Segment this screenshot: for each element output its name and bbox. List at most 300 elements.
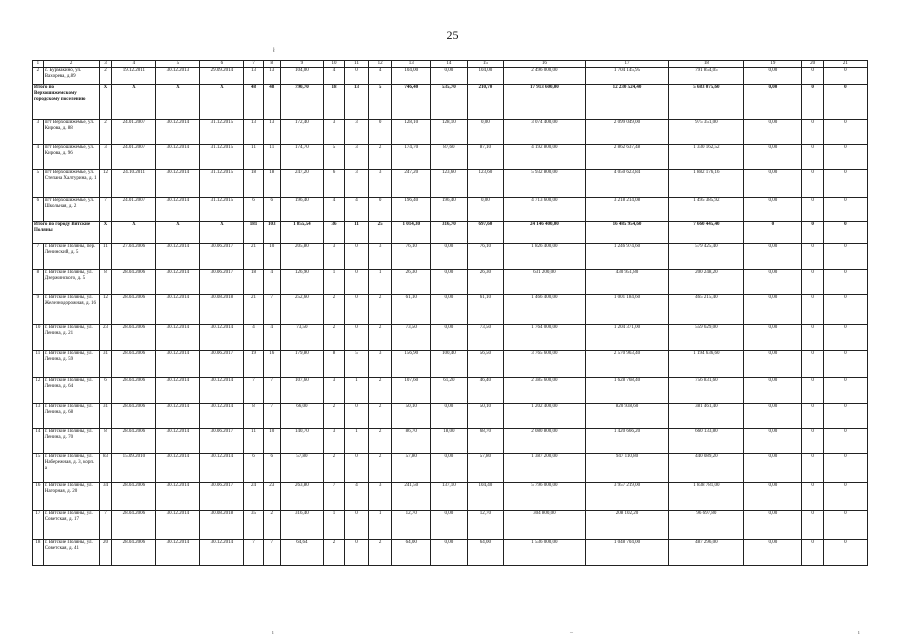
table-cell: 13 bbox=[244, 120, 263, 145]
table-cell: 3 bbox=[368, 170, 392, 198]
table-cell: 36 bbox=[323, 222, 344, 244]
table-cell: 1 048 704,00 bbox=[585, 540, 669, 566]
table-cell: 0 bbox=[802, 68, 823, 85]
table-cell: 87,60 bbox=[431, 145, 467, 170]
table-cell: 1 bbox=[368, 511, 392, 540]
table-cell: 24.01.2007 bbox=[112, 120, 156, 145]
table-cell: 18 bbox=[244, 270, 263, 295]
table-cell: 0,00 bbox=[744, 295, 802, 325]
table-cell: 31.12.2015 bbox=[200, 120, 244, 145]
address-cell: г. Вятские Поляны, ул. Ленина, д. 21 bbox=[43, 325, 99, 351]
table-cell: 1 330 162,52 bbox=[669, 145, 744, 170]
table-cell: 1 bbox=[345, 378, 369, 404]
table-cell: 61,10 bbox=[467, 295, 503, 325]
table-cell: 30.12.2014 bbox=[156, 540, 200, 566]
table-cell: 83 bbox=[99, 454, 112, 483]
address-cell: г. Вятские Поляны, ул. Дзержинского, д. 5 bbox=[43, 270, 99, 295]
table-cell: 104,00 bbox=[467, 68, 503, 85]
table-row bbox=[33, 244, 868, 270]
column-number: 6 bbox=[200, 61, 244, 68]
table-cell: 205,80 bbox=[280, 244, 323, 270]
table-cell: 30.12.2014 bbox=[156, 454, 200, 483]
column-number: 10 bbox=[323, 61, 344, 68]
table-cell: 0,00 bbox=[744, 325, 802, 351]
table-cell: 2 080 800,00 bbox=[504, 429, 586, 454]
table-cell: 2 bbox=[323, 295, 344, 325]
column-number: 19 bbox=[744, 61, 802, 68]
table-cell: 0,00 bbox=[744, 404, 802, 429]
table-cell: 3 bbox=[99, 145, 112, 170]
table-cell: 1 014,30 bbox=[392, 222, 431, 244]
table-cell: 23 bbox=[263, 483, 280, 511]
table-cell: 50,10 bbox=[392, 404, 431, 429]
table-cell: 0 bbox=[802, 429, 823, 454]
column-number: 11 bbox=[345, 61, 369, 68]
table-cell: 6 bbox=[263, 454, 280, 483]
table-cell: 30.06.2017 bbox=[200, 429, 244, 454]
table-cell: 76,10 bbox=[392, 244, 431, 270]
scan-mark: ı bbox=[272, 630, 274, 636]
table-cell: 9 bbox=[33, 295, 44, 325]
table-cell: 12,70 bbox=[467, 511, 503, 540]
table-cell: 30.12.2014 bbox=[156, 198, 200, 222]
table-cell: 13 bbox=[263, 68, 280, 85]
table-cell: 0 bbox=[345, 325, 369, 351]
table-cell: 30.12.2014 bbox=[156, 351, 200, 378]
table-cell: 104,40 bbox=[467, 483, 503, 511]
table-cell: 241,50 bbox=[392, 483, 431, 511]
table-cell: 86,70 bbox=[392, 429, 431, 454]
table-cell: 1 628 768,40 bbox=[585, 378, 669, 404]
table-cell: 252,60 bbox=[280, 295, 323, 325]
table-cell: 0 bbox=[802, 325, 823, 351]
table-cell: 87,10 bbox=[467, 145, 503, 170]
table-cell: 1 466 400,00 bbox=[504, 295, 586, 325]
table-cell: 31.12.2015 bbox=[200, 170, 244, 198]
table-cell: 15.09.2010 bbox=[112, 454, 156, 483]
table-cell: 430 951,80 bbox=[585, 270, 669, 295]
table-cell: 24.01.2007 bbox=[112, 198, 156, 222]
table-cell: 30.12.2014 bbox=[156, 325, 200, 351]
table-cell: 28.04.2006 bbox=[112, 378, 156, 404]
page-number: 25 bbox=[446, 28, 459, 42]
table-cell: 2 bbox=[33, 68, 44, 85]
table-cell: 0 bbox=[345, 68, 369, 85]
table-cell: 29.09.2014 bbox=[200, 68, 244, 85]
table-cell: 13 bbox=[263, 120, 280, 145]
table-cell: 0 bbox=[823, 170, 867, 198]
table-cell: 7 bbox=[244, 540, 263, 566]
table-cell: 0 bbox=[823, 429, 867, 454]
address-cell: г. Вятские Поляны, ул. Ленина, д. 68 bbox=[43, 404, 99, 429]
table-cell: 0,00 bbox=[467, 198, 503, 222]
table-cell: 4 bbox=[263, 270, 280, 295]
table-cell: 181 bbox=[244, 222, 263, 244]
table-cell: 4 bbox=[345, 198, 369, 222]
table-cell: 2 bbox=[323, 404, 344, 429]
table-cell: 4 bbox=[323, 198, 344, 222]
table-cell: 7 bbox=[244, 378, 263, 404]
table-cell: 0 bbox=[744, 222, 802, 244]
column-number: 17 bbox=[585, 61, 669, 68]
table-cell: 76,10 bbox=[467, 244, 503, 270]
table-cell: 2 862 637,48 bbox=[585, 145, 669, 170]
table-cell: 3 bbox=[368, 351, 392, 378]
table-cell: 19 bbox=[244, 351, 263, 378]
address-cell: г. Вятские Поляны, ул. Советская, д. 17 bbox=[43, 511, 99, 540]
table-cell: 48 bbox=[263, 85, 280, 120]
table-cell: 123,60 bbox=[431, 170, 467, 198]
table-cell: 57,80 bbox=[392, 454, 431, 483]
column-number: 5 bbox=[156, 61, 200, 68]
table-cell: 0 bbox=[802, 454, 823, 483]
table-cell: 30.06.2017 bbox=[200, 483, 244, 511]
table-cell: 0 bbox=[823, 378, 867, 404]
table-cell: 6 bbox=[244, 198, 263, 222]
table-cell: 0,00 bbox=[744, 378, 802, 404]
table-cell: 21 bbox=[244, 244, 263, 270]
table-cell: 123,60 bbox=[467, 170, 503, 198]
address-cell: г. Вятские Поляны, ул. Ленина, д. 64 bbox=[43, 378, 99, 404]
scan-mark: ł bbox=[273, 48, 275, 54]
table-cell: 1 001 184,60 bbox=[585, 295, 669, 325]
table-cell: 0 bbox=[802, 198, 823, 222]
table-cell: 263,80 bbox=[280, 483, 323, 511]
table-cell: 24 146 400,00 bbox=[504, 222, 586, 244]
table-cell: 1 882 176,16 bbox=[669, 170, 744, 198]
table-cell: 5 bbox=[323, 145, 344, 170]
table-cell: 11 bbox=[33, 351, 44, 378]
table-cell: 0 bbox=[345, 295, 369, 325]
table-cell: 0,00 bbox=[744, 68, 802, 85]
table-cell: 0 bbox=[823, 404, 867, 429]
table-cell: 12 bbox=[99, 295, 112, 325]
table-cell: 50,10 bbox=[467, 404, 503, 429]
table-cell: 2 bbox=[368, 540, 392, 566]
table-cell: 12 230 524,40 bbox=[585, 85, 669, 120]
table-cell: X bbox=[200, 222, 244, 244]
table-row bbox=[33, 378, 868, 404]
column-number: 16 bbox=[504, 61, 586, 68]
table-cell: 18 bbox=[323, 85, 344, 120]
table-cell: 631 200,00 bbox=[504, 270, 586, 295]
table-cell: 0 bbox=[345, 270, 369, 295]
table-cell: 26,30 bbox=[392, 270, 431, 295]
table-cell: 18 bbox=[33, 540, 44, 566]
table-cell: 465 215,40 bbox=[669, 295, 744, 325]
table-cell: 13 bbox=[345, 85, 369, 120]
table-cell: 247,20 bbox=[392, 170, 431, 198]
table-cell: 96 697,80 bbox=[669, 511, 744, 540]
table-cell: 0 bbox=[823, 483, 867, 511]
table-cell: 12,70 bbox=[392, 511, 431, 540]
table-cell: 174,70 bbox=[392, 145, 431, 170]
table-cell: 3 bbox=[323, 120, 344, 145]
table-cell: 174,70 bbox=[280, 145, 323, 170]
table-cell: 5 bbox=[33, 170, 44, 198]
table-cell: 30.12.2014 bbox=[200, 325, 244, 351]
table-cell: X bbox=[156, 85, 200, 120]
table-cell: 128,10 bbox=[431, 120, 467, 145]
table-cell: 30.12.2014 bbox=[156, 295, 200, 325]
table-cell: 0,00 bbox=[467, 120, 503, 145]
table-cell: 56,50 bbox=[467, 351, 503, 378]
table-cell: 1 202 400,00 bbox=[504, 404, 586, 429]
table-cell: 5 bbox=[368, 85, 392, 120]
table-cell: 660 133,80 bbox=[669, 429, 744, 454]
table-cell: 18 bbox=[244, 170, 263, 198]
table-row bbox=[33, 198, 868, 222]
total-row bbox=[33, 222, 868, 244]
address-cell: г. Вятские Поляны, ул. Ленина, д. 70 bbox=[43, 429, 99, 454]
table-cell: 0,00 bbox=[744, 483, 802, 511]
table-cell: 0,00 bbox=[431, 454, 467, 483]
table-cell: 0,00 bbox=[744, 244, 802, 270]
table-row bbox=[33, 170, 868, 198]
table-cell: 4 192 800,00 bbox=[504, 145, 586, 170]
table-cell: 1 194 636,60 bbox=[669, 351, 744, 378]
table-cell: 172,40 bbox=[280, 120, 323, 145]
column-number: 2 bbox=[43, 61, 99, 68]
table-cell: 4 050 623,84 bbox=[585, 170, 669, 198]
table-cell: 1 838 781,00 bbox=[669, 483, 744, 511]
table-cell: 17 bbox=[33, 511, 44, 540]
table-cell: 6 bbox=[99, 378, 112, 404]
total-label: Итого по городу Вятские Поляны bbox=[33, 222, 100, 244]
table-row bbox=[33, 120, 868, 145]
table-cell: 8 bbox=[244, 404, 263, 429]
table-cell: 4 bbox=[263, 325, 280, 351]
table-cell: 2 bbox=[368, 378, 392, 404]
table-cell: 208 102,20 bbox=[585, 511, 669, 540]
total-row bbox=[33, 85, 868, 120]
table-cell: 4 bbox=[345, 483, 369, 511]
table-cell: 6 bbox=[33, 198, 44, 222]
table-cell: 3 bbox=[345, 120, 369, 145]
table-cell: 0 bbox=[823, 511, 867, 540]
table-cell: 0 bbox=[802, 120, 823, 145]
table-cell: 2 bbox=[323, 540, 344, 566]
table-cell: 1 204 371,00 bbox=[585, 325, 669, 351]
address-cell: г. Вятские Поляны, ул. Нагорная, д. 20 bbox=[43, 483, 99, 511]
table-cell: 28.04.2006 bbox=[112, 511, 156, 540]
table-cell: 1 495 385,92 bbox=[669, 198, 744, 222]
table-cell: 3 bbox=[323, 244, 344, 270]
table-cell: 12 bbox=[99, 170, 112, 198]
table-cell: 0,00 bbox=[744, 540, 802, 566]
table-cell: 16 485 954,60 bbox=[585, 222, 669, 244]
table-cell: 196,40 bbox=[392, 198, 431, 222]
table-cell: 0,00 bbox=[744, 145, 802, 170]
table-cell: 5 932 800,00 bbox=[504, 170, 586, 198]
table-cell: 103 bbox=[263, 222, 280, 244]
table-cell: 2 496 000,00 bbox=[504, 68, 586, 85]
table-cell: 0 bbox=[802, 483, 823, 511]
table-cell: 4 bbox=[33, 145, 44, 170]
table-cell: 0 bbox=[823, 270, 867, 295]
table-cell: 30.12.2014 bbox=[200, 378, 244, 404]
table-cell: 0 bbox=[823, 145, 867, 170]
table-cell: 3 bbox=[368, 483, 392, 511]
address-cell: пгт Верхошижемье, ул. Степана Халтурина, д. 1 bbox=[43, 170, 99, 198]
table-cell: 18 bbox=[263, 170, 280, 198]
table-cell: 31.12.2015 bbox=[200, 198, 244, 222]
address-cell: г. Вятские Поляны, ул. Набережная, д. 3, корп. а bbox=[43, 454, 99, 483]
table-row bbox=[33, 68, 868, 85]
table-cell: X bbox=[112, 222, 156, 244]
table-cell: 13 bbox=[33, 404, 44, 429]
table-cell: 156,90 bbox=[392, 351, 431, 378]
table-cell: 0,00 bbox=[431, 404, 467, 429]
table-row bbox=[33, 325, 868, 351]
table-cell: 0 bbox=[345, 540, 369, 566]
table-cell: 107,60 bbox=[392, 378, 431, 404]
table-cell: 57,80 bbox=[467, 454, 503, 483]
table-cell: 28.04.2006 bbox=[112, 483, 156, 511]
table-cell: 2 bbox=[99, 120, 112, 145]
table-cell: 23 bbox=[99, 325, 112, 351]
column-number: 1 bbox=[33, 61, 44, 68]
table-cell: 24.01.2007 bbox=[112, 145, 156, 170]
table-cell: 27.04.2006 bbox=[112, 244, 156, 270]
column-number: 8 bbox=[263, 61, 280, 68]
table-cell: 0 bbox=[823, 244, 867, 270]
register-table bbox=[32, 60, 868, 566]
table-cell: 0,00 bbox=[744, 511, 802, 540]
address-cell: г. Вятские Поляны, ул. Ленина, д. 59 bbox=[43, 351, 99, 378]
table-cell: 73,50 bbox=[392, 325, 431, 351]
table-cell: 0,00 bbox=[744, 198, 802, 222]
table-cell: 4 bbox=[244, 325, 263, 351]
table-cell: 0 bbox=[345, 244, 369, 270]
table-cell: 1 826 400,00 bbox=[504, 244, 586, 270]
table-cell: 0 bbox=[823, 85, 867, 120]
table-cell: 73,50 bbox=[467, 325, 503, 351]
table-cell: 0 bbox=[823, 351, 867, 378]
column-number: 20 bbox=[802, 61, 823, 68]
table-cell: 2 bbox=[368, 404, 392, 429]
table-cell: 35 bbox=[244, 511, 263, 540]
table-cell: 16 bbox=[263, 351, 280, 378]
table-cell: 3 218 214,08 bbox=[585, 198, 669, 222]
column-number: 4 bbox=[112, 61, 156, 68]
table-cell: 2 385 600,00 bbox=[504, 378, 586, 404]
table-cell: 30.12.2014 bbox=[156, 404, 200, 429]
table-cell: 11 bbox=[263, 145, 280, 170]
table-cell: 11 bbox=[244, 429, 263, 454]
table-cell: 247,20 bbox=[280, 170, 323, 198]
table-cell: 140,70 bbox=[280, 429, 323, 454]
table-cell: 28.04.2006 bbox=[112, 270, 156, 295]
table-cell: 0 bbox=[368, 198, 392, 222]
table-cell: 2 bbox=[368, 295, 392, 325]
total-label: Итого по Верхошижемскому городскому поселению bbox=[33, 85, 100, 120]
table-cell: 579 425,40 bbox=[669, 244, 744, 270]
table-cell: 1 855,54 bbox=[280, 222, 323, 244]
table-row bbox=[33, 270, 868, 295]
table-cell: 0,00 bbox=[744, 454, 802, 483]
table-cell: 30.12.2014 bbox=[200, 404, 244, 429]
table-cell: 28.04.2006 bbox=[112, 325, 156, 351]
table-cell: 179,80 bbox=[280, 351, 323, 378]
table-cell: 196,40 bbox=[431, 198, 467, 222]
table-cell: 11 bbox=[99, 244, 112, 270]
table-row bbox=[33, 404, 868, 429]
table-cell: 30.08.2018 bbox=[200, 295, 244, 325]
table-cell: 24.10.2011 bbox=[112, 170, 156, 198]
table-cell: 0 bbox=[802, 85, 823, 120]
table-cell: X bbox=[156, 222, 200, 244]
table-cell: 210,70 bbox=[467, 85, 503, 120]
table-cell: 0,00 bbox=[744, 85, 802, 120]
table-cell: 30.06.2017 bbox=[200, 351, 244, 378]
table-cell: 15 bbox=[33, 454, 44, 483]
table-cell: 196,40 bbox=[280, 198, 323, 222]
table-cell: 104,00 bbox=[392, 68, 431, 85]
table-cell: 1 536 000,00 bbox=[504, 540, 586, 566]
table-cell: 31 bbox=[99, 404, 112, 429]
table-cell: 30.12.2014 bbox=[156, 270, 200, 295]
table-cell: 0 bbox=[823, 120, 867, 145]
table-cell: 3 074 400,00 bbox=[504, 120, 586, 145]
address-cell: г. Вятские Поляны, ул. Железнодорожная, д. 16 bbox=[43, 295, 99, 325]
table-cell: 2 bbox=[99, 68, 112, 85]
address-cell: г. Вятские Поляны, ул. Советская, д. 41 bbox=[43, 540, 99, 566]
table-cell: 1 bbox=[368, 270, 392, 295]
table-cell: 0 bbox=[802, 351, 823, 378]
column-number: 12 bbox=[368, 61, 392, 68]
table-cell: 30.12.2014 bbox=[200, 454, 244, 483]
table-cell: 4 bbox=[368, 68, 392, 85]
column-number: 15 bbox=[467, 61, 503, 68]
column-number: 3 bbox=[99, 61, 112, 68]
table-cell: 0 bbox=[802, 378, 823, 404]
scan-mark: ı bbox=[858, 630, 860, 636]
table-cell: 7 bbox=[263, 378, 280, 404]
table-row bbox=[33, 145, 868, 170]
table-cell: 12 bbox=[33, 378, 44, 404]
table-cell: 0 bbox=[345, 511, 369, 540]
table-cell: 0 bbox=[823, 454, 867, 483]
table-cell: 2 bbox=[368, 145, 392, 170]
table-cell: 7 bbox=[263, 404, 280, 429]
table-cell: 3 bbox=[345, 170, 369, 198]
table-cell: 0 bbox=[802, 145, 823, 170]
column-number: 9 bbox=[280, 61, 323, 68]
table-cell: 30.12.2014 bbox=[156, 145, 200, 170]
table-cell: 18,00 bbox=[431, 429, 467, 454]
table-cell: 1 764 000,00 bbox=[504, 325, 586, 351]
table-cell: 30.12.2014 bbox=[156, 511, 200, 540]
table-cell: 3 765 600,00 bbox=[504, 351, 586, 378]
table-cell: 0 bbox=[823, 295, 867, 325]
table-cell: 0 bbox=[802, 270, 823, 295]
table-cell: 30.06.2017 bbox=[200, 244, 244, 270]
table-cell: 790,70 bbox=[280, 85, 323, 120]
table-cell: 28.04.2006 bbox=[112, 351, 156, 378]
table-cell: 6 bbox=[323, 170, 344, 198]
table-cell: 2 bbox=[323, 454, 344, 483]
table-cell: 4 bbox=[323, 68, 344, 85]
table-cell: 535,70 bbox=[431, 85, 467, 120]
table-cell: 30.12.2014 bbox=[156, 120, 200, 145]
table-cell: 2 bbox=[263, 511, 280, 540]
table-cell: 304 800,00 bbox=[504, 511, 586, 540]
table-cell: 126,90 bbox=[280, 270, 323, 295]
table-cell: 64,00 bbox=[392, 540, 431, 566]
table-cell: 30.12.2014 bbox=[156, 378, 200, 404]
table-cell: 3 957 219,00 bbox=[585, 483, 669, 511]
